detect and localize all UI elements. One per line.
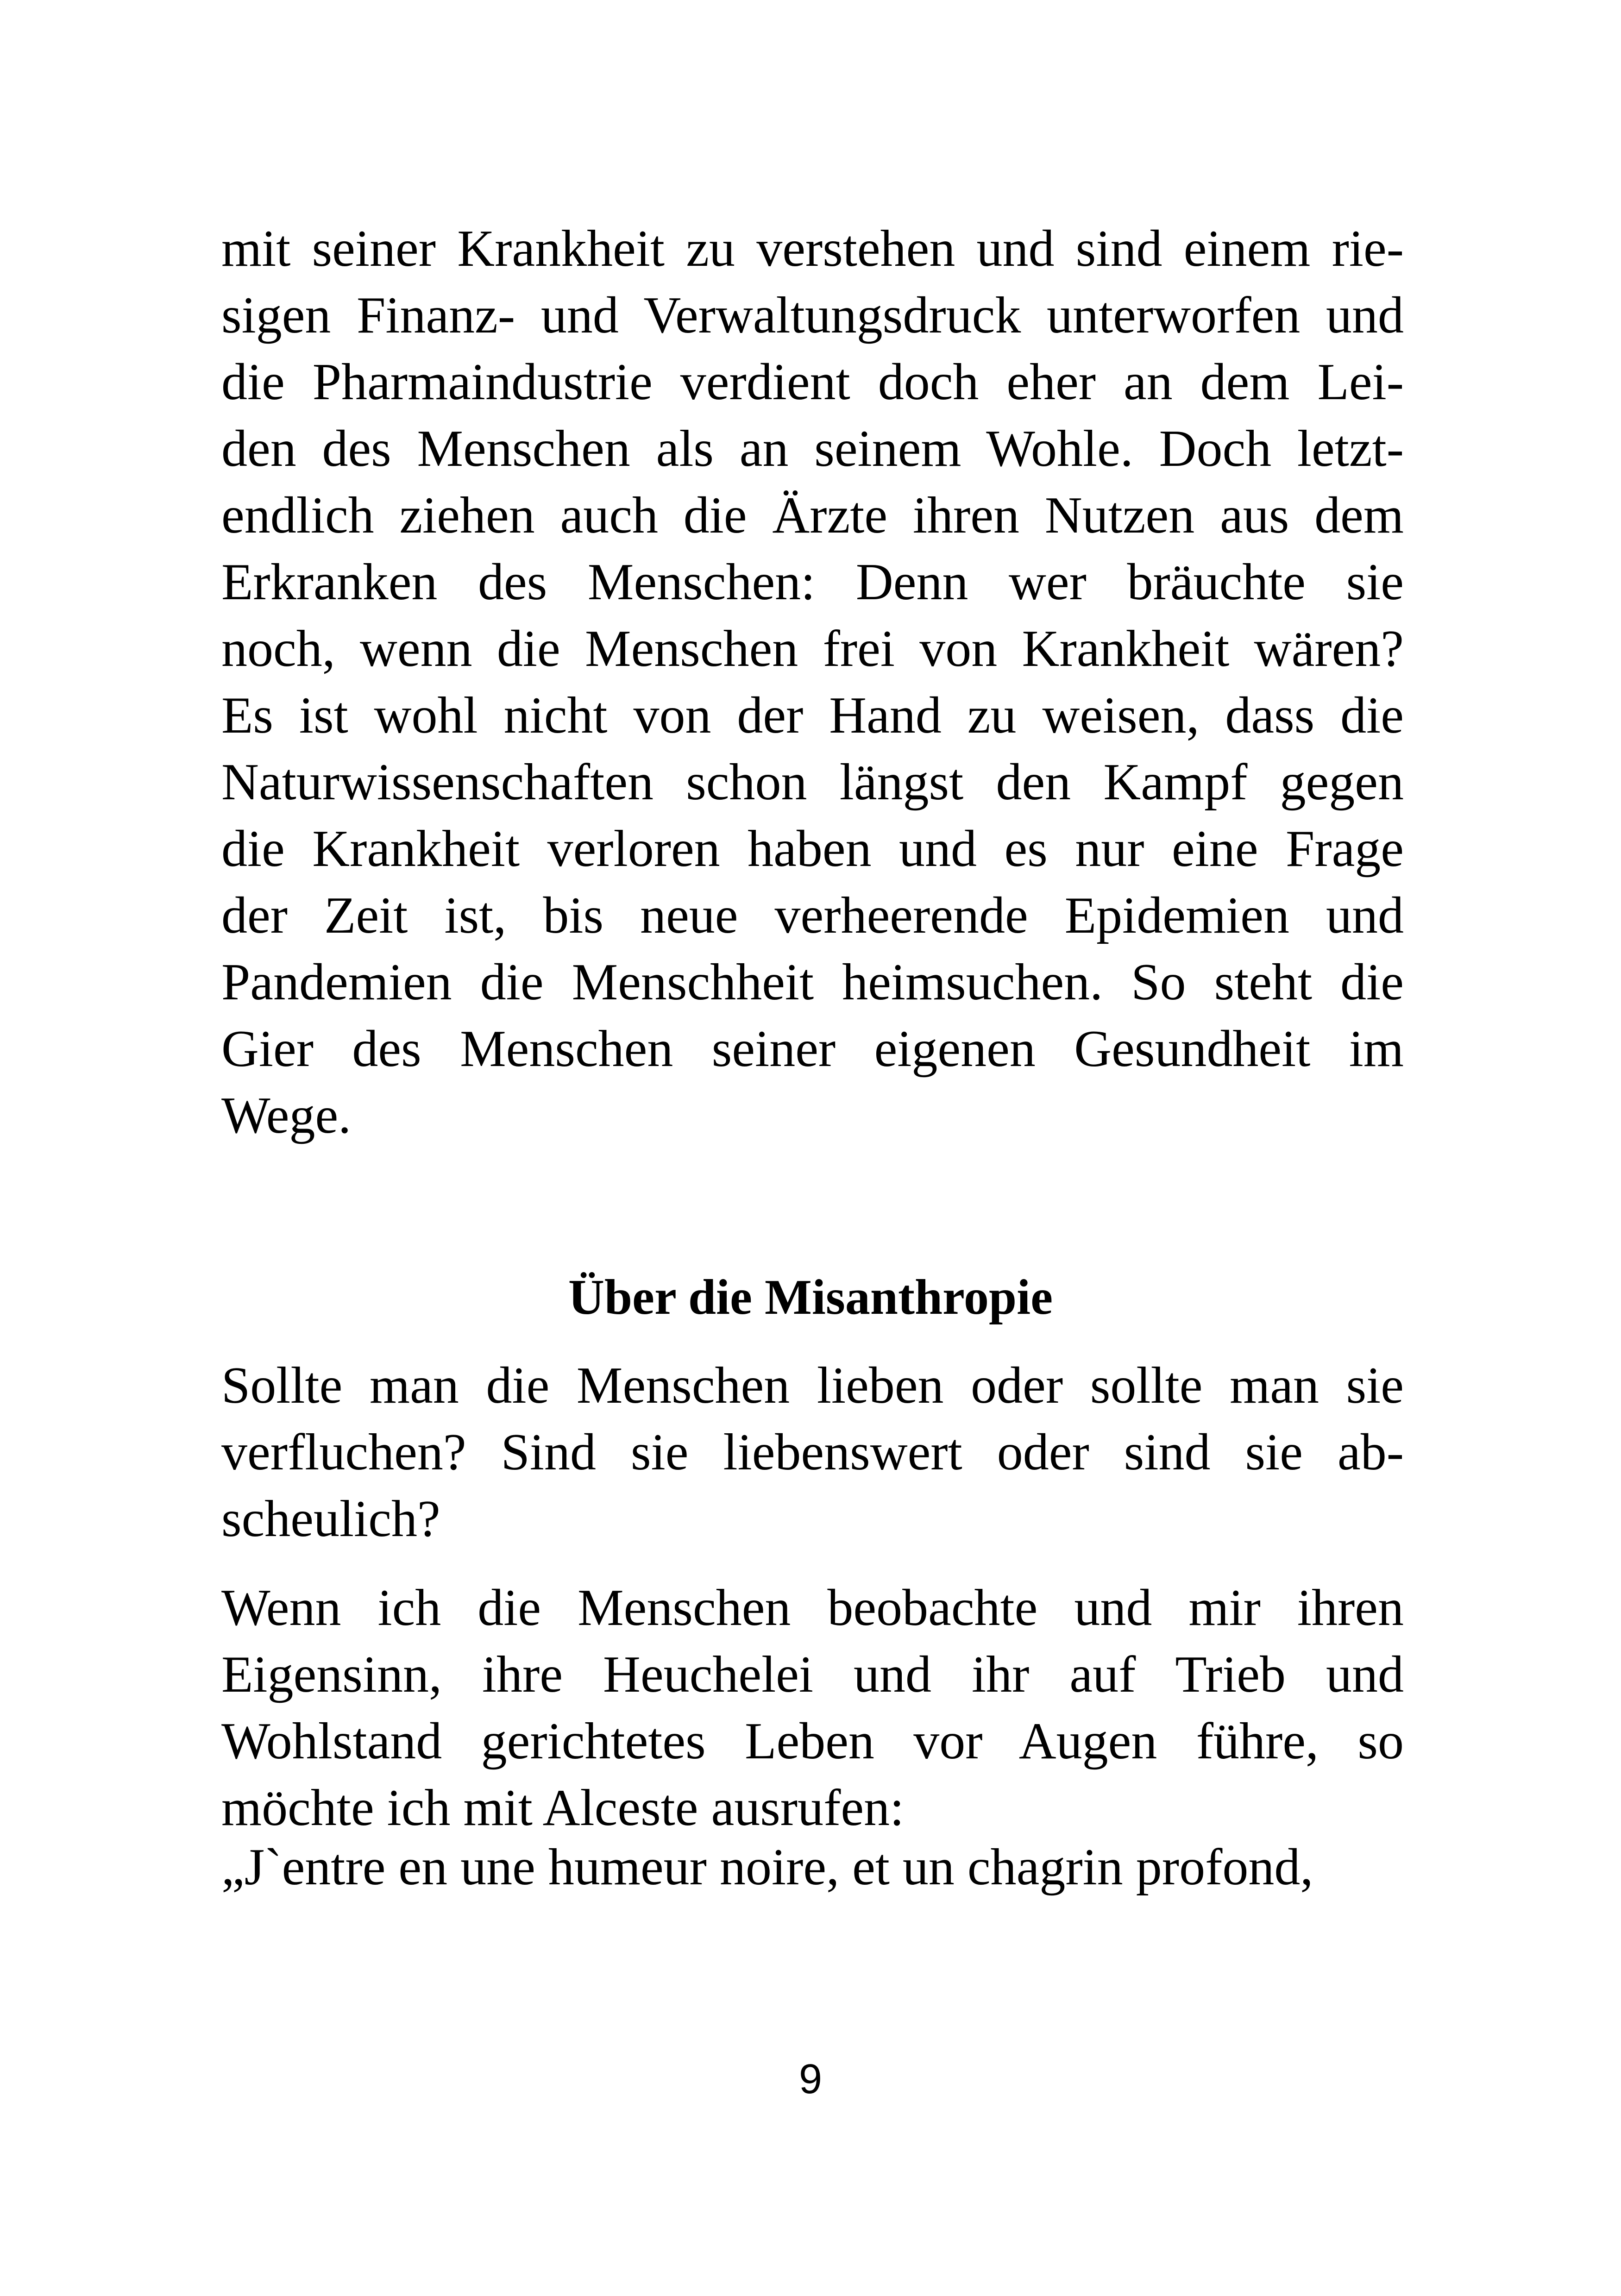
text-line: Wenn ich die Menschen beobachte und mir ihren: [221, 1579, 1404, 1637]
text-line: Gier des Menschen seiner eigenen Gesundheit im: [221, 1020, 1404, 1078]
text-line: Es ist wohl nicht von der Hand zu weisen, dass die: [221, 687, 1404, 744]
text-line: mit seiner Krankheit zu verstehen und sind einem rie-: [221, 220, 1404, 277]
text-line: noch, wenn die Menschen frei von Krankheit wären?: [221, 620, 1404, 678]
text-line: Wohlstand gerichtetes Leben vor Augen führe, so: [221, 1713, 1404, 1770]
text-line: Naturwissenschaften schon längst den Kampf gegen: [221, 753, 1404, 811]
text-line: endlich ziehen auch die Ärzte ihren Nutzen aus dem: [221, 487, 1404, 544]
text-line: Pandemien die Menschheit heimsuchen. So steht die: [221, 954, 1404, 1011]
text-line: sigen Finanz- und Verwaltungsdruck unterworfen und: [221, 287, 1404, 344]
text-line: „J`entre en une humeur noire, et un chagrin profond,: [221, 1838, 1313, 1896]
paragraph-observation: [221, 1575, 1404, 1841]
text-line: Eigensinn, ihre Heuchelei und ihr auf Trieb und: [221, 1646, 1404, 1703]
text-line: der Zeit ist, bis neue verheerende Epidemien und: [221, 887, 1404, 944]
text-line: verfluchen? Sind sie liebenswert oder sind sie ab-: [221, 1424, 1404, 1481]
text-line: den des Menschen als an seinem Wohle. Doch letzt-: [221, 420, 1404, 477]
text-line: Sollte man die Menschen lieben oder sollte man sie: [221, 1357, 1404, 1414]
text-line: scheulich?: [221, 1490, 440, 1548]
text-line: möchte ich mit Alceste ausrufen:: [221, 1779, 905, 1837]
page-number: 9: [798, 2056, 823, 2102]
text-line: Wege.: [221, 1087, 352, 1144]
paragraph-question: [221, 1352, 1404, 1552]
section-heading: Über die Misanthropie: [568, 1270, 1053, 1325]
text-line: Erkranken des Menschen: Denn wer bräuchte sie: [221, 553, 1404, 611]
paragraph-quotation: [221, 1834, 1404, 1901]
text-line: die Krankheit verloren haben und es nur eine Frage: [221, 820, 1404, 878]
paragraph-continued-text: [221, 215, 1404, 1149]
text-line: die Pharmaindustrie verdient doch eher an dem Lei-: [221, 353, 1404, 411]
